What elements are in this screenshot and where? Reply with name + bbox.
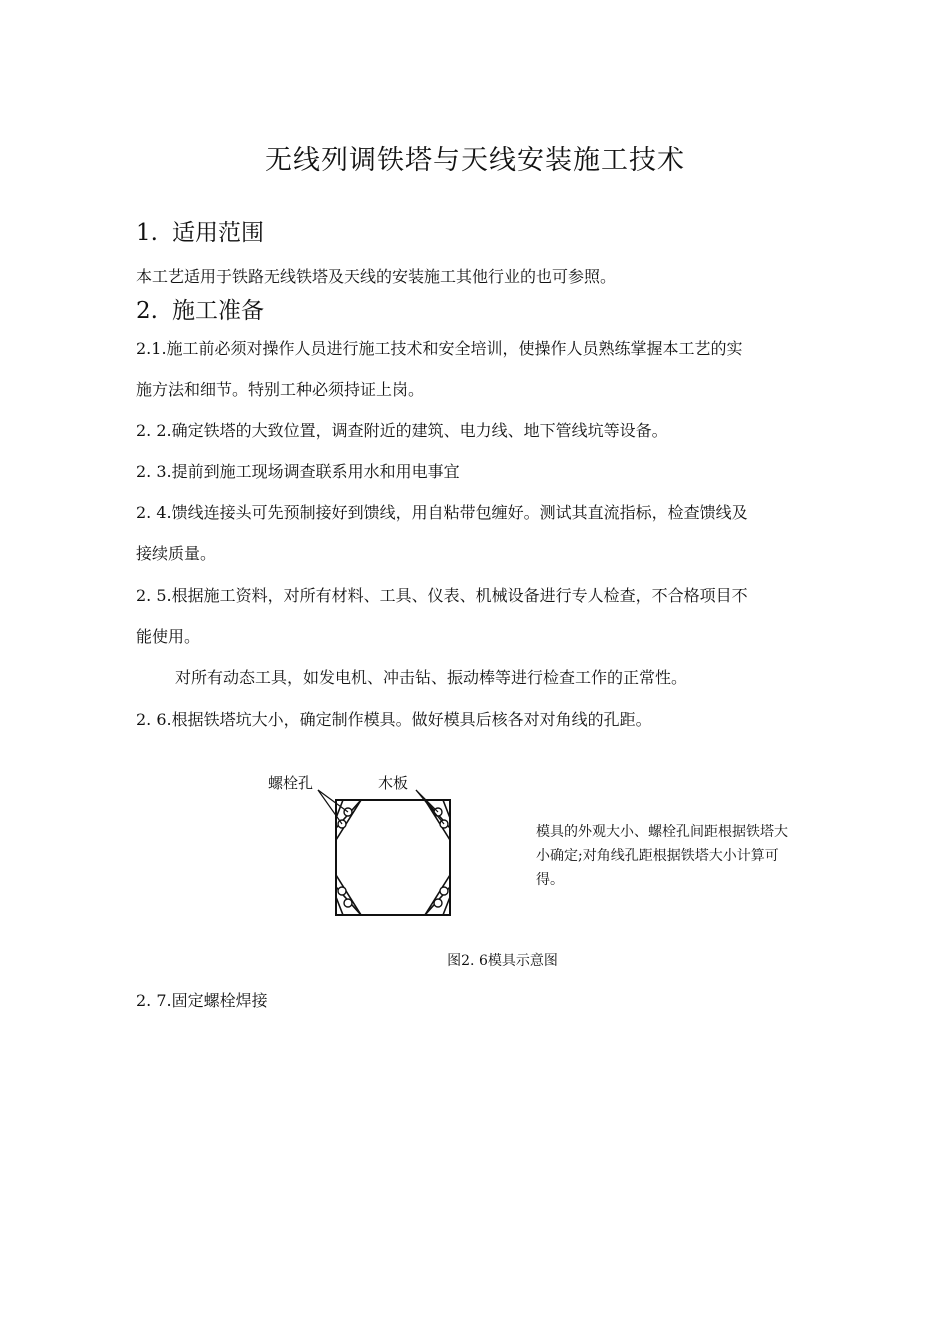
figure-note xyxy=(536,820,831,892)
item-2-1-line1: 2.1.施工前必须对操作人员进行施工技术和安全培训，使操作人员熟练掌握本工艺的实 xyxy=(136,339,743,358)
item-2-4-line1: 2. 4.馈线连接头可先预制接好到馈线，用自粘带包缠好。测试其直流指标，检查馈线及 xyxy=(136,503,748,522)
section-heading-scope xyxy=(136,214,264,247)
bolt-hole xyxy=(434,899,442,907)
mold-diagram xyxy=(268,770,468,920)
section-number: 1. xyxy=(136,220,158,246)
item-2-6: 2. 6.根据铁塔坑大小，确定制作模具。做好模具后核各对对角线的孔距。 xyxy=(136,710,652,729)
item-2-5-line2: 能使用。 xyxy=(136,627,201,646)
item-2-3: 2. 3.提前到施工现场调查联系用水和用电事宜 xyxy=(136,462,460,481)
item-2-7: 2. 7.固定螺栓焊接 xyxy=(136,991,268,1010)
figure-note-line: 模具的外观大小、螺栓孔间距根据铁塔大 xyxy=(536,824,788,840)
bolt-hole xyxy=(338,887,346,895)
figure-label-wood-board: 木板 xyxy=(378,774,409,792)
figure-label-bolt-hole: 螺栓孔 xyxy=(268,774,314,792)
mold-frame xyxy=(336,800,450,915)
item-2-5-line1: 2. 5.根据施工资料，对所有材料、工具、仪表、机械设备进行专人检查，不合格项目不 xyxy=(136,586,748,605)
bolt-hole xyxy=(344,899,352,907)
item-2-5-line3: 对所有动态工具，如发电机、冲击钻、振动棒等进行检查工作的正常性。 xyxy=(175,668,688,687)
paragraph-scope: 本工艺适用于铁路无线铁塔及天线的安装施工其他行业的也可参照。 xyxy=(136,267,617,286)
section-heading-preparation xyxy=(136,292,264,325)
bolt-holes xyxy=(338,808,448,907)
section-number: 2. xyxy=(136,298,158,324)
figure-caption: 图2. 6模具示意图 xyxy=(447,953,558,969)
figure-note-line: 小确定;对角线孔距根据铁塔大小计算可 xyxy=(536,848,779,864)
section-title: 适用范围 xyxy=(172,220,264,246)
item-2-2: 2. 2.确定铁塔的大致位置，调查附近的建筑、电力线、地下管线坑等设备。 xyxy=(136,421,668,440)
section-title: 施工准备 xyxy=(172,298,264,324)
document-title: 无线列调铁塔与天线安装施工技术 xyxy=(265,145,685,176)
figure-note-line: 得。 xyxy=(536,872,564,888)
wood-boards xyxy=(336,800,450,915)
item-2-1-line2: 施方法和细节。特别工种必须持证上岗。 xyxy=(136,380,425,399)
item-2-4-line2: 接续质量。 xyxy=(136,544,217,563)
bolt-hole xyxy=(440,887,448,895)
